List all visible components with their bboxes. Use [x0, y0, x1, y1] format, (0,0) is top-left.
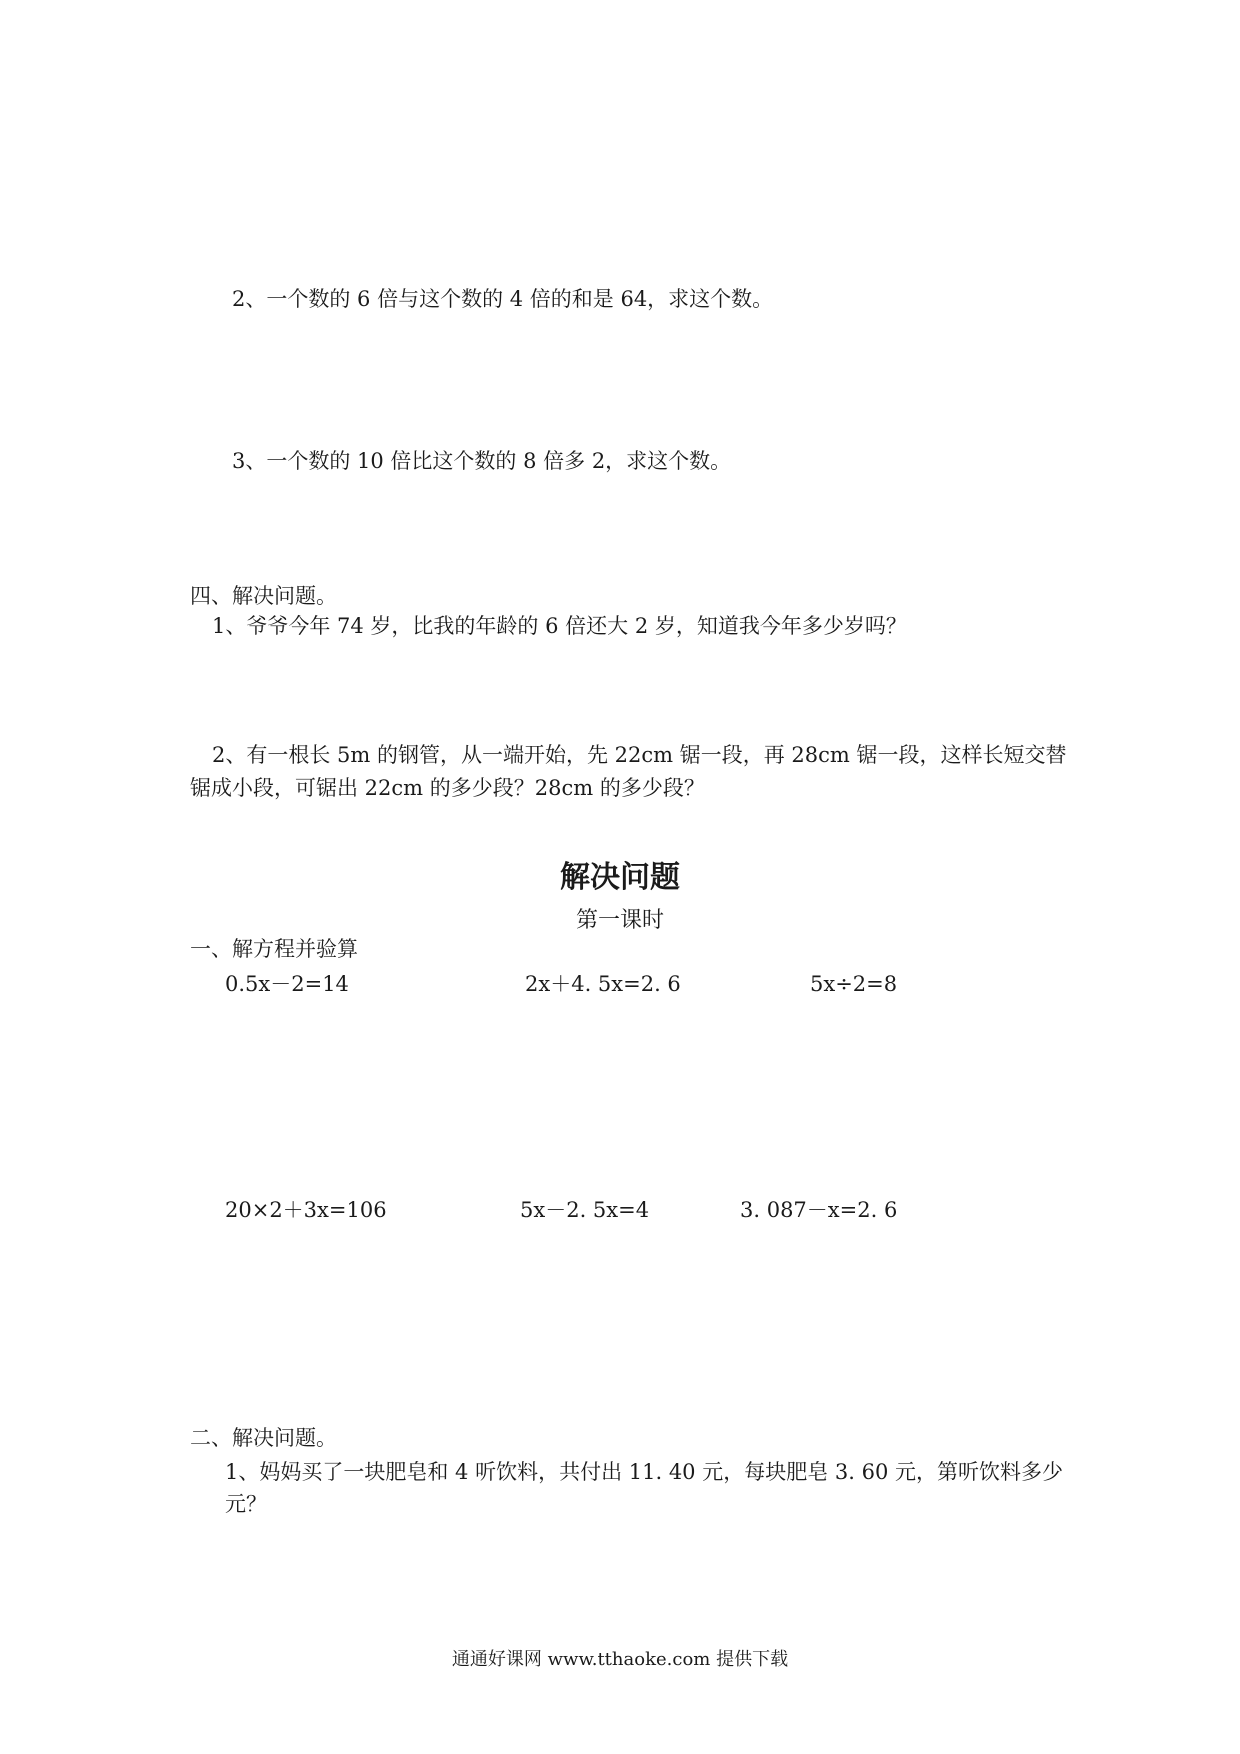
part-2-question-1-line-1: 1、妈妈买了一块肥皂和 4 听饮料，共付出 11. 40 元，每块肥皂 3. 60 元，第听饮料多少 [225, 1460, 1063, 1484]
question-3: 3、一个数的 10 倍比这个数的 8 倍多 2，求这个数。 [232, 449, 732, 473]
equation-2: 2x＋4. 5x=2. 6 [525, 972, 681, 996]
page-footer: 通通好课网 www.tthaoke.com 提供下载 [451, 1649, 789, 1670]
section-4-problem-1: 1、爷爷今年 74 岁，比我的年龄的 6 倍还大 2 岁，知道我今年多少岁吗？ [212, 614, 907, 638]
lesson-title: 解决问题 [560, 860, 680, 895]
question-2: 2、一个数的 6 倍与这个数的 4 倍的和是 64，求这个数。 [232, 287, 774, 311]
equation-4: 20×2＋3x=106 [225, 1198, 387, 1222]
part-1-heading: 一、解方程并验算 [190, 937, 358, 961]
equation-6: 3. 087－x=2. 6 [740, 1198, 898, 1222]
part-2-question-1-line-2: 元？ [225, 1492, 267, 1516]
section-4-problem-2-line-2: 锯成小段，可锯出 22cm 的多少段？28cm 的多少段？ [190, 776, 705, 800]
lesson-subtitle: 第一课时 [575, 908, 664, 933]
equation-3: 5x÷2=8 [810, 972, 898, 996]
equation-1: 0.5x－2=14 [225, 972, 349, 996]
part-2-heading: 二、解决问题。 [190, 1426, 337, 1450]
section-4-heading: 四、解决问题。 [190, 584, 337, 608]
section-4-problem-2-line-1: 2、有一根长 5m 的钢管，从一端开始，先 22cm 锯一段，再 28cm 锯一段，这样长短交替 [212, 743, 1067, 767]
equation-5: 5x－2. 5x=4 [520, 1198, 650, 1222]
